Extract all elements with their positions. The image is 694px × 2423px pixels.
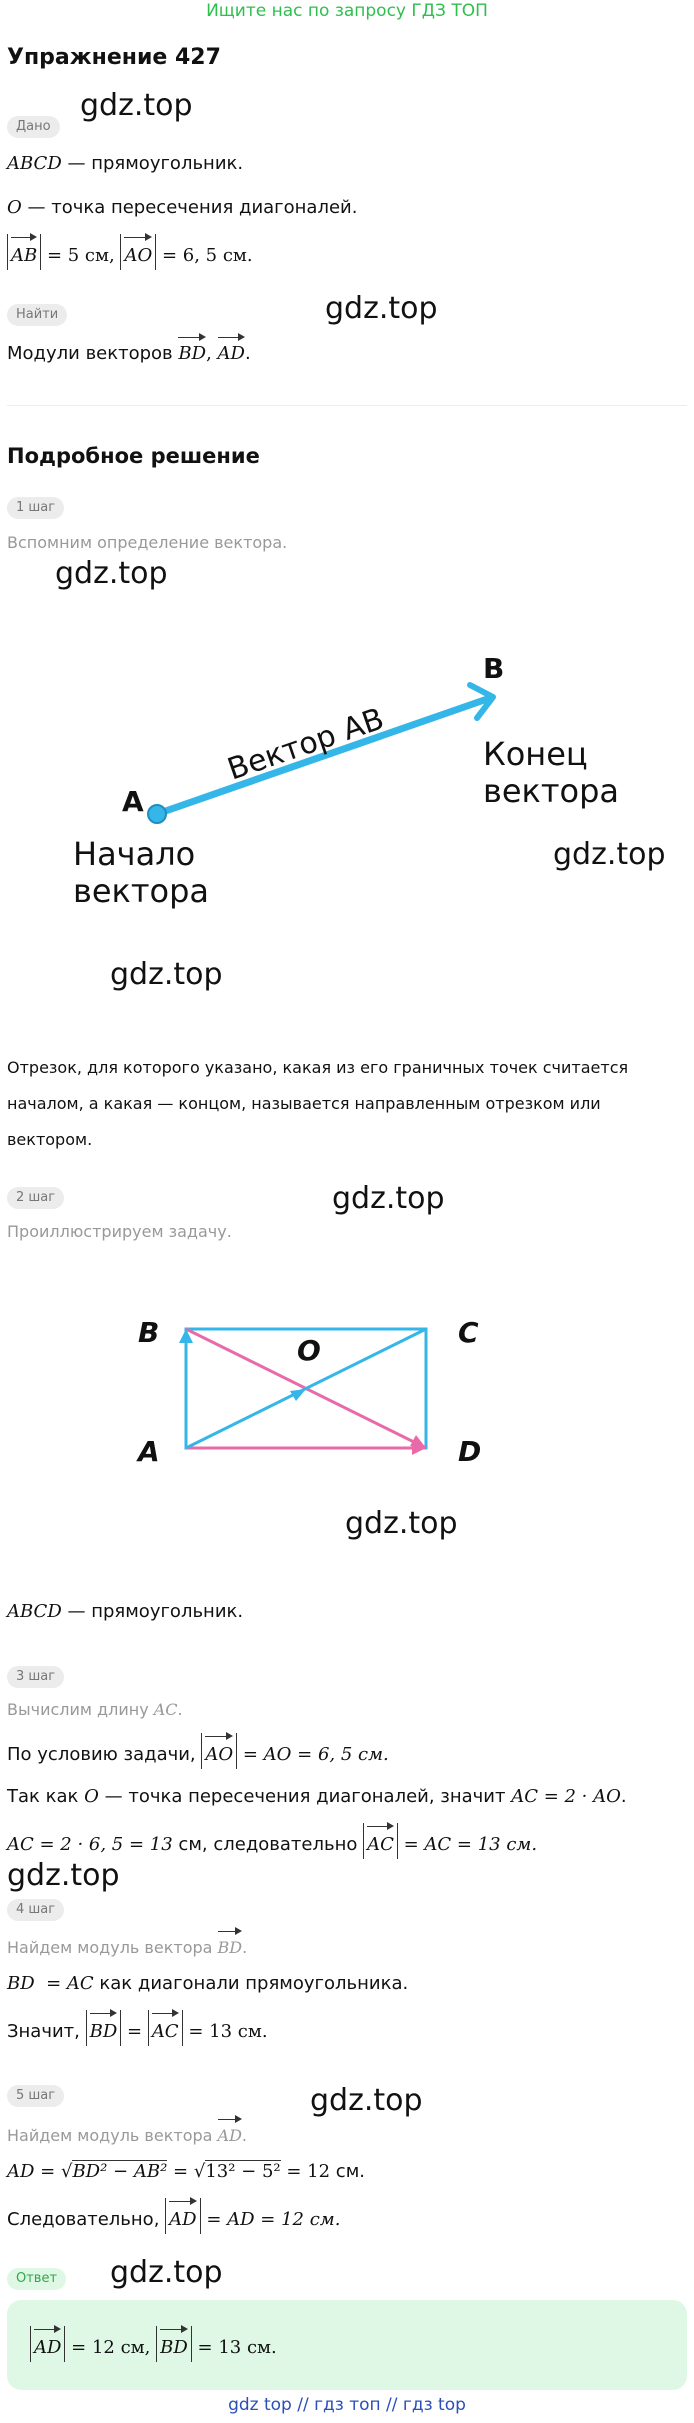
start-label-1: Начало [73,835,196,873]
step3-l3-eq: = AC = 13 см. [397,1834,538,1855]
step2-rect-name: ABCD [7,1601,62,1622]
step3-l2-text2: — точка пересечения диагоналей, значит [98,1786,512,1807]
step3-l2-end: . [620,1786,627,1807]
step5-l2-text: Следовательно, [7,2209,166,2230]
label-c: C [458,1316,479,1349]
given-eq-2: = 6, 5 см. [156,245,253,266]
given-line-1 [7,152,243,176]
watermark: gdz.top [345,1506,458,1541]
answer-line [30,2326,277,2362]
start-label-2: вектора [73,872,210,910]
find-vector-ad: AD [218,334,245,366]
find-vector-bd: BD [178,334,206,366]
step4-line-2 [7,2010,268,2046]
find-sep: , [206,343,218,364]
step3-line-2 [7,1785,627,1809]
step1-paragraph-line-3: вектором. [7,1130,93,1149]
label-b: B [138,1316,160,1349]
step3-badge: 3 шаг [7,1666,64,1688]
step3-text [7,1698,183,1722]
end-label-2: вектора [483,772,620,810]
step5-text [7,2116,247,2148]
step3-text-end: . [177,1700,183,1719]
given-eq-1: = 5 см, [41,245,121,266]
label-d: D [458,1435,482,1468]
step4-l2-text: Значит, [7,2021,86,2042]
given-point-text: — точка пересечения диагоналей. [21,197,358,218]
step5-l1-m2: = [167,2161,194,2182]
step3-l1-eq: = AO = 6, 5 см. [237,1744,389,1765]
step1-paragraph-line-2: началом, а какая — концом, называется направленным отрезком или [7,1094,601,1113]
step3-line-3 [7,1823,537,1859]
step5-vector-ad: AD [169,2198,196,2234]
given-badge: Дано [7,116,60,138]
step5-text-prefix: Найдем модуль вектора [7,2126,218,2145]
step5-line-1 [7,2160,365,2184]
watermark: gdz.top [310,2083,423,2118]
step5-root-1: BD² − AB² [72,2161,168,2182]
step3-l2-text: Так как [7,1786,85,1807]
watermark: gdz.top [325,291,438,326]
step3-l1-text: По условию задачи, [7,1744,202,1765]
divider [7,405,687,406]
step4-text-prefix: Найдем модуль вектора [7,1938,218,1957]
abs-ao [120,234,156,270]
find-line [7,334,251,366]
step3-l2-m1: O [84,1786,99,1807]
abs-ab [7,234,41,270]
answer-eq-1: = 12 см, [65,2337,157,2358]
step5-text-vector: AD [218,2116,242,2148]
step5-line-2 [7,2198,340,2234]
step4-text-vector: BD [218,1928,243,1960]
step3-line-1 [7,1733,389,1769]
step1-badge: 1 шаг [7,497,64,519]
step4-text [7,1928,247,1960]
watermark: gdz.top [110,2255,223,2290]
step2-text: Проиллюстрируем задачу. [7,1222,232,1241]
step4-l2-end: = 13 см. [182,2021,268,2042]
answer-abs-ad [30,2326,65,2362]
step4-l2-eq: = [121,2021,148,2042]
step4-vector-bd: BD [90,2010,118,2046]
step2-rect-text: — прямоугольник. [61,1601,244,1622]
step3-l3-m: AC = 2 · 6, 5 = 13 [7,1834,173,1855]
watermark: gdz.top [80,88,193,123]
watermark: gdz.top [553,837,666,872]
vector-label: Вектор AB [223,701,389,788]
step3-vector-ao: AO [205,1733,233,1769]
watermark: gdz.top [7,1858,120,1893]
given-line-2 [7,196,357,220]
step5-l1-text: см. [330,2161,365,2182]
vector-ab: AB [11,234,37,270]
step1-paragraph-line-1: Отрезок, для которого указано, какая из его граничных точек считается [7,1058,629,1077]
step4-line-1 [7,1972,408,1996]
step2-after [7,1600,243,1624]
given-line-3 [7,234,253,270]
point-a-label: A [122,785,144,818]
given-rect-text: — прямоугольник. [61,153,244,174]
sqrt-sign-1: √ [60,2161,73,2182]
answer-vector-ad: AD [34,2326,61,2362]
step4-text-end: . [242,1938,248,1957]
step5-l1-m1: AD = [7,2161,61,2182]
vector-definition-figure [0,640,694,930]
given-rect-name: ABCD [7,153,62,174]
step3-l2-m2: AC = 2 · AO [511,1786,621,1807]
watermark: gdz.top [55,556,168,591]
vector-ao: AO [124,234,152,270]
footer-links[interactable]: gdz top // гдз топ // гдз top [228,2395,466,2415]
answer-vector-bd: BD [160,2326,188,2362]
answer-abs-bd [156,2326,192,2362]
step3-l3-text: см, следовательно [172,1834,364,1855]
step5-abs-ad [165,2198,200,2234]
step5-l1-m3: = 12 [280,2161,331,2182]
rectangle-figure [0,1300,694,1480]
vector-start-dot [148,805,166,823]
step4-abs-ac [148,2010,183,2046]
step4-l1-text: как диагонали прямоугольника. [93,1973,409,1994]
watermark: gdz.top [332,1181,445,1216]
page-title: Упражнение 427 [7,45,221,70]
step4-badge: 4 шаг [7,1899,64,1921]
given-point-o: O [7,197,22,218]
step2-badge: 2 шаг [7,1187,64,1209]
sqrt-sign-2: √ [193,2161,206,2182]
end-label-1: Конец [483,735,588,773]
step4-l1-m: BD = AC [7,1973,94,1994]
step5-text-end: . [241,2126,248,2145]
step1-paragraph [7,1050,628,1158]
solution-title: Подробное решение [7,444,260,468]
step1-text: Вспомним определение вектора. [7,533,288,552]
top-search-hint[interactable]: Ищите нас по запросу ГДЗ ТОП [206,1,488,21]
answer-badge: Ответ [7,2268,66,2290]
step5-l2-eq: = AD = 12 см. [200,2209,341,2230]
watermark: gdz.top [110,957,223,992]
label-a: A [138,1435,160,1468]
label-o: O [297,1334,321,1367]
step5-root-2: 13² − 5² [205,2161,281,2182]
step4-abs-bd [86,2010,122,2046]
step3-vector-ac: AC [367,1823,394,1859]
step5-badge: 5 шаг [7,2085,64,2107]
step3-text-math: AC [153,1700,178,1719]
answer-eq-2: = 13 см. [191,2337,277,2358]
find-badge: Найти [7,304,67,326]
step3-abs-ao [201,1733,237,1769]
find-end: . [244,343,251,364]
step3-text-prefix: Вычислим длину [7,1700,154,1719]
step4-vector-ac: AC [152,2010,179,2046]
find-text: Модули векторов [7,343,179,364]
point-b-label: B [483,652,505,685]
step3-abs-ac [363,1823,398,1859]
